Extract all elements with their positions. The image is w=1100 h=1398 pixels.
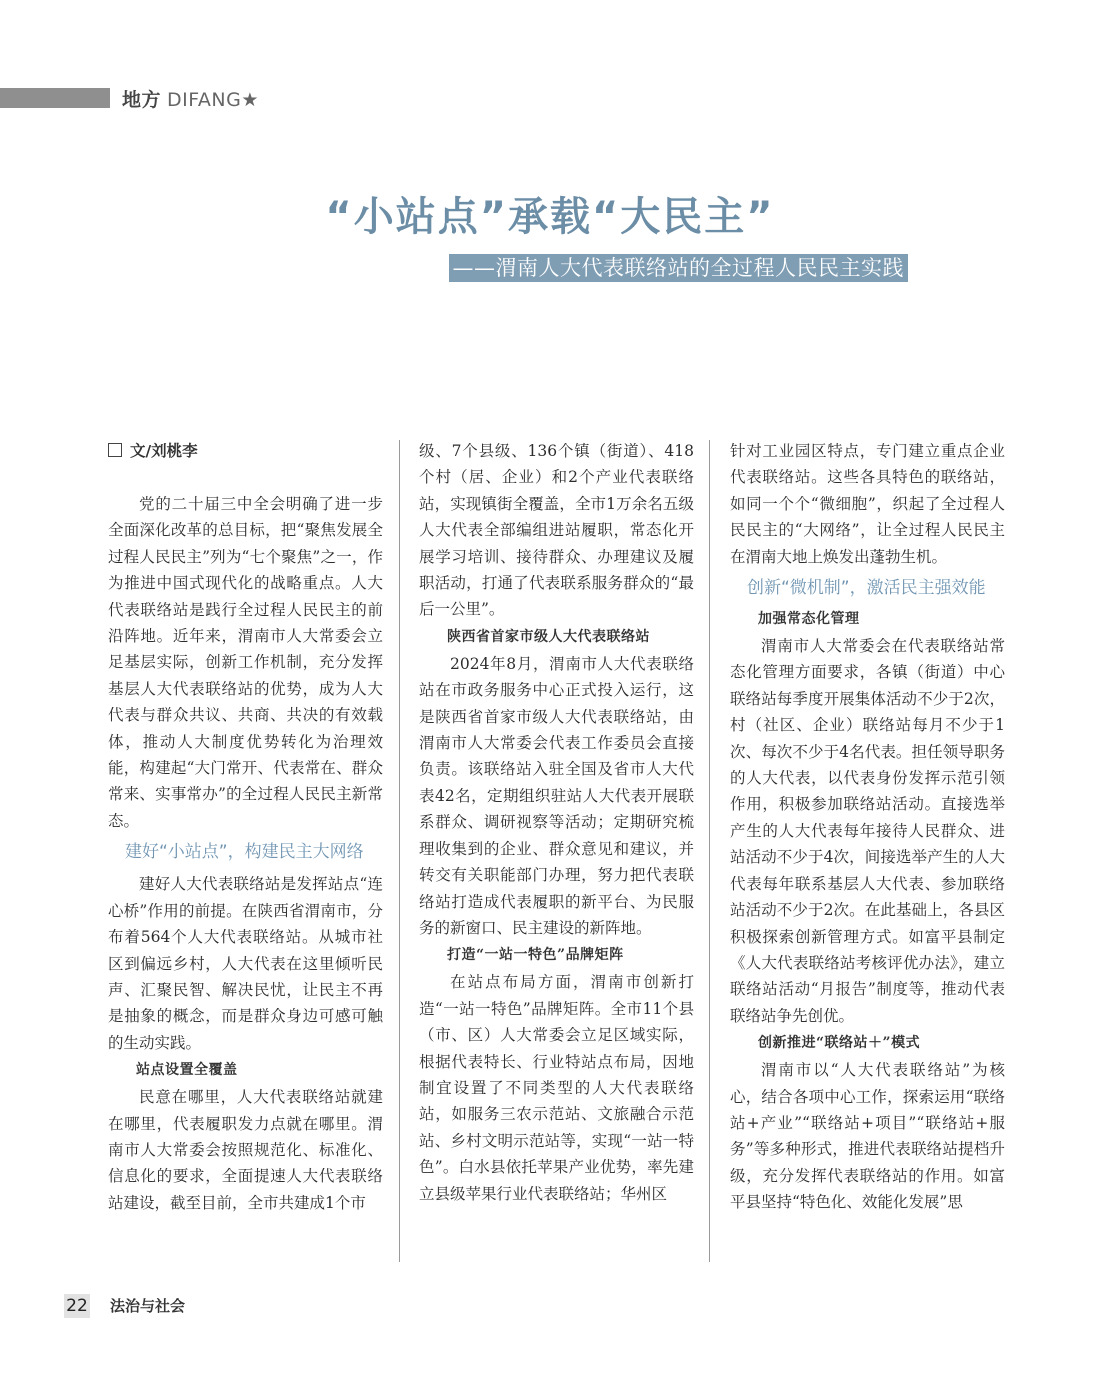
section-heading: 建好“小站点”，构建民主大网络 <box>125 842 364 863</box>
author-name: 文/刘桃李 <box>130 442 198 460</box>
paragraph: 渭南市以“人大代表联络站”为核心，结合各项中心工作，探索运用“联络站+产业”“联络站+项目”“联络站+服务”等多种形式，推进代表联络站提档升级，充分发挥代表联络站的作用。如富平县坚持“特色化、效能化发展”思 <box>730 1061 1005 1212</box>
section-heading: 创新“微机制”，激活民主强效能 <box>747 578 986 599</box>
header-bar <box>0 88 110 108</box>
section-tag <box>122 85 259 112</box>
column-3 <box>730 438 1005 1216</box>
column-divider <box>399 440 400 1262</box>
subsection-heading: 打造“一站一特色”品牌矩阵 <box>447 947 624 964</box>
article-subtitle: ——渭南人大代表联络站的全过程人民民主实践 <box>449 254 909 282</box>
subsection-heading: 站点设置全覆盖 <box>136 1062 238 1079</box>
column-divider <box>709 440 710 1262</box>
column-1 <box>108 438 383 1216</box>
section-name-cn: 地方 <box>122 89 162 111</box>
subsection-heading: 创新推进“联络站＋”模式 <box>758 1035 921 1052</box>
paragraph: 民意在哪里，人大代表联络站就建在哪里，代表履职发力点就在哪里。渭南市人大常委会按照规范化、标准化、信息化的要求，全面提速人大代表联络站建设，截至目前，全市共建成1个市 <box>108 1088 383 1212</box>
paragraph: 2024年8月，渭南市人大代表联络站在市政务服务中心正式投入运行，这是陕西省首家市级人大代表联络站，由渭南市人大常委会代表工作委员会直接负责。该联络站入驻全国及省市人大代表42名，定期组织驻站人大代表开展联系群众、调研视察等活动；定期研究梳理收集到的企业、群众意见和建议，并转交有关职能部门办理，努力把代表联络站打造成代表履职的新平台、为民服务的新窗口、民主建设的新阵地。 <box>419 654 694 937</box>
column-2 <box>419 438 694 1207</box>
author-line <box>108 438 383 464</box>
article-title: “小站点”承载“大民主” <box>325 194 775 240</box>
journal-name: 法治与社会 <box>110 1297 186 1315</box>
subsection-heading: 陕西省首家市级人大代表联络站 <box>447 628 650 645</box>
square-icon <box>108 443 122 457</box>
paragraph: 建好人大代表联络站是发挥站点“连心桥”作用的前提。在陕西省渭南市，分布着564个人大代表联络站。从城市社区到偏远乡村，人大代表在这里倾听民声、汇聚民智、解决民忧，让民主不再是抽象的概念，而是群众身边可感可触的生动实践。 <box>108 875 383 1052</box>
paragraph: 渭南市人大常委会在代表联络站常态化管理方面要求，各镇（街道）中心联络站每季度开展集体活动不少于2次，村（社区、企业）联络站每月不少于1次、每次不少于4名代表。担任领导职务的人大代表，以代表身份发挥示范引领作用，积极参加联络站活动。直接选举产生的人大代表每年接待人民群众、进站活动不少于4次，间接选举产生的人大代表每年联系基层人大代表、参加联络站活动不少于2次。在此基础上，各县区积极探索创新管理方式。如富平县制定《人大代表联络站考核评优办法》，建立联络站活动“月报告”制度等，推动代表联络站争先创优。 <box>730 637 1005 1025</box>
paragraph: 级、7个县级、136个镇（街道）、418个村（居、企业）和2个产业代表联络站，实现镇街全覆盖，全市1万余名五级人大代表全部编组进站履职，常态化开展学习培训、接待群众、办理建议及履职活动，打通了代表联系服务群众的“最后一公里”。 <box>419 442 694 619</box>
paragraph: 针对工业园区特点，专门建立重点企业代表联络站。这些各具特色的联络站，如同一个个“微细胞”，织起了全过程人民民主的“大网络”，让全过程人民民主在渭南大地上焕发出蓬勃生机。 <box>730 442 1005 566</box>
paragraph: 党的二十届三中全会明确了进一步全面深化改革的总目标，把“聚焦发展全过程人民民主”列为“七个聚焦”之一，作为推进中国式现代化的战略重点。人大代表联络站是践行全过程人民民主的前沿阵地。近年来，渭南市人大常委会立足基层实际，创新工作机制，充分发挥基层人大代表联络站的优势，成为人大代表与群众共议、共商、共决的有效载体，推动人大制度优势转化为治理效能，构建起“大门常开、代表常在、群众常来、实事常办”的全过程人民民主新常态。 <box>108 495 383 830</box>
page-number: 22 <box>64 1294 90 1318</box>
subsection-heading: 加强常态化管理 <box>758 611 860 628</box>
paragraph: 在站点布局方面，渭南市创新打造“一站一特色”品牌矩阵。全市11个县（市、区）人大常委会立足区域实际，根据代表特长、行业特站点布局，因地制宜设置了不同类型的人大代表联络站，如服务三农示范站、文旅融合示范站、乡村文明示范站等，实现“一站一特色”。白水县依托苹果产业优势，率先建立县级苹果行业代表联络站；华州区 <box>419 973 694 1203</box>
section-name-en: DIFANG★ <box>167 89 259 111</box>
